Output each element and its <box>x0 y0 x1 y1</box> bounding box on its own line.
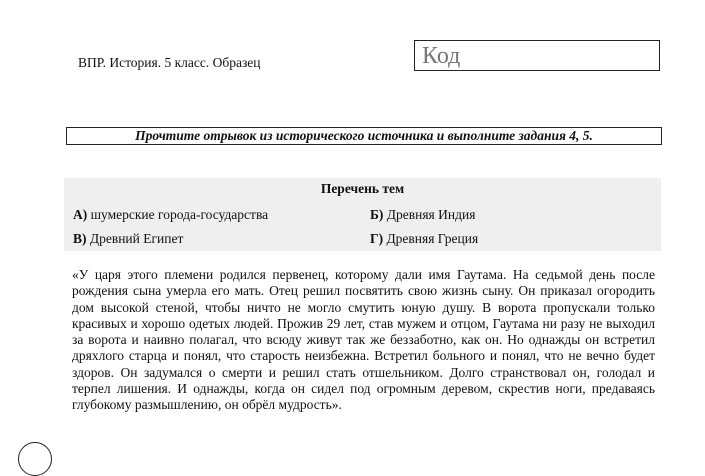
topic-letter: В) <box>73 231 87 246</box>
topic-item-v <box>73 231 183 247</box>
topic-text: Древний Египет <box>89 231 184 246</box>
topic-letter: Б) <box>370 207 384 222</box>
topic-item-b <box>370 207 475 223</box>
topic-text: Древняя Греция <box>386 231 479 246</box>
topic-item-g <box>370 231 478 247</box>
source-passage: «У царя этого племени родился первенец, которому дали имя Гаутама. На седьмой день после рождения сына умерла его мать. Отец решил посвятить свою жизнь сыну. Он приказал огородить дом высокой стеной, чтобы ничто не могло смутить юную душу. В ворота пропускали только красивых и хорошо одетых людей. Прожив 29 лет, став мужем и отцом, Гаутама ни разу не выходил за ворота и наивно полагал, что всюду живут так же беззаботно, как он. Но однажды он встретил дряхлого старца и понял, что старость неизбежна. Встретил больного и понял, что не вечно будет здоров. Он задумался о смерти и решил стать отшельником. Долго странствовал он, голодал и терпел лишения. И однажды, когда он сидел под огромным деревом, скрестив ноги, предаваясь глубокому размышлению, он обрёл мудрость». <box>72 267 655 413</box>
code-field[interactable] <box>414 40 660 71</box>
topic-item-a <box>73 207 268 223</box>
topics-panel <box>64 178 661 251</box>
page-number-circle <box>18 442 52 476</box>
topics-heading: Перечень тем <box>320 181 405 196</box>
code-field-label: Код <box>422 43 461 69</box>
topic-letter: Г) <box>370 231 384 246</box>
topic-letter: А) <box>73 207 88 222</box>
page-header-title: ВПР. История. 5 класс. Образец <box>78 55 261 70</box>
topic-text: шумерские города-государства <box>90 207 269 222</box>
topic-text: Древняя Индия <box>386 207 476 222</box>
task-instruction: Прочтите отрывок из исторического источника и выполните задания 4, 5. <box>66 127 662 145</box>
